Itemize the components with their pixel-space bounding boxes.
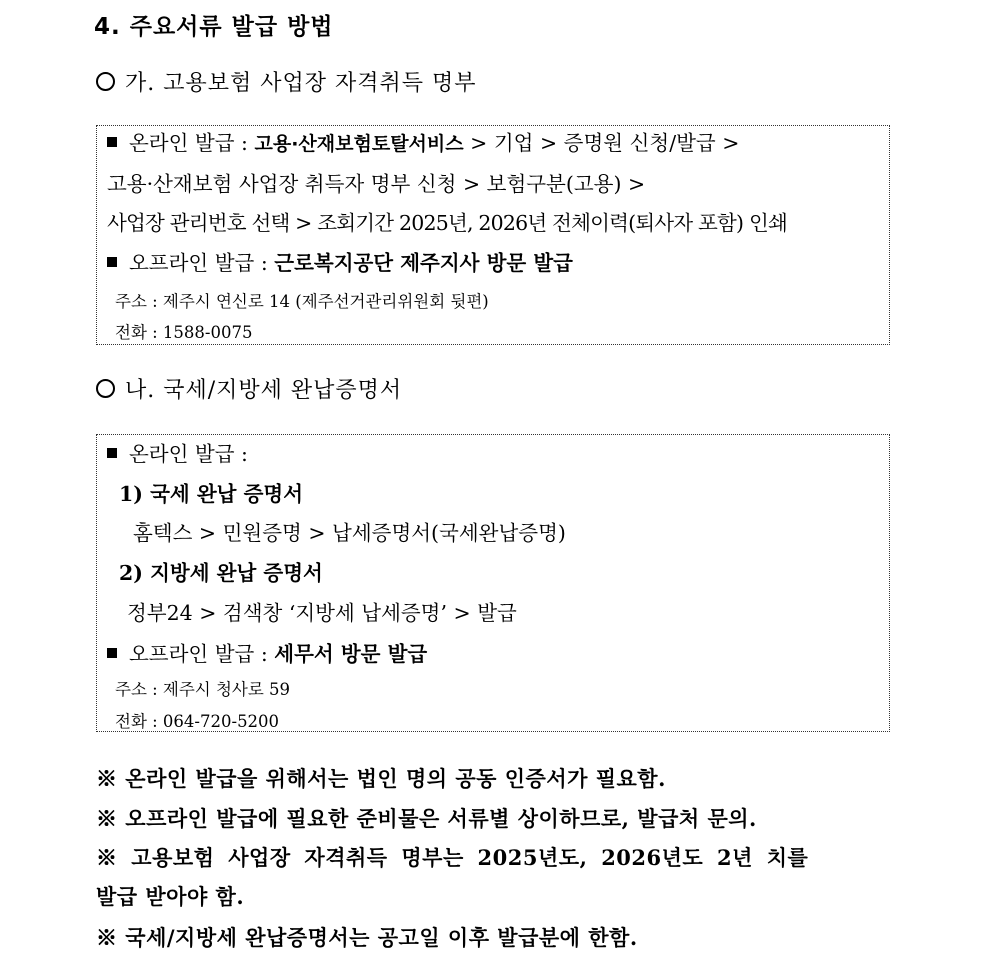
square-bullet-icon	[107, 257, 117, 267]
item1-path: 홈텍스 > 민원증명 > 납세증명서(국세완납증명)	[133, 521, 566, 545]
online-path-a-1: > 기업 > 증명원 신청/발급 >	[470, 131, 740, 155]
online-path-a-3: 사업장 관리번호 선택 > 조회기간 2025년, 2026년 전체이력(퇴사자 포함) 인쇄	[107, 211, 787, 235]
subsection-b-title	[96, 373, 402, 404]
phone-b: 전화 : 064-720-5200	[115, 712, 280, 731]
note-3: ※ 고용보험 사업장 자격취득 명부는 2025년도, 2026년도 2년 치를	[96, 845, 809, 870]
offline-line-a	[107, 246, 573, 276]
offline-place-a: 근로복지공단 제주지사 방문 발급	[274, 251, 573, 275]
note-3-continued: 발급 받아야 함.	[96, 884, 245, 909]
online-line-b	[107, 437, 248, 467]
item2-path: 정부24 > 검색창 ‘지방세 납세증명’ > 발급	[127, 601, 517, 625]
offline-label-a: 오프라인 발급 :	[129, 251, 268, 275]
note-2: ※ 오프라인 발급에 필요한 준비물은 서류별 상이하므로, 발급처 문의.	[96, 806, 757, 831]
item2-title: 2) 지방세 완납 증명서	[119, 561, 323, 585]
online-label-b: 온라인 발급 :	[129, 442, 248, 466]
phone-a: 전화 : 1588-0075	[115, 323, 253, 342]
note-4: ※ 국세/지방세 완납증명서는 공고일 이후 발급분에 한함.	[96, 925, 638, 950]
online-line-a	[107, 126, 739, 156]
online-path-a-2: 고용·산재보험 사업장 취득자 명부 신청 > 보험구분(고용) >	[107, 172, 646, 196]
item1-title: 1) 국세 완납 증명서	[119, 482, 303, 506]
section-a-box	[96, 125, 890, 345]
square-bullet-icon	[107, 448, 117, 458]
circle-bullet-icon	[96, 72, 115, 91]
circle-bullet-icon	[96, 379, 115, 398]
note-1: ※ 온라인 발급을 위해서는 법인 명의 공동 인증서가 필요함.	[96, 766, 666, 791]
subsection-a-title	[96, 66, 477, 97]
subsection-a-title-text: 가. 고용보험 사업장 자격취득 명부	[125, 71, 477, 96]
offline-line-b	[107, 637, 427, 667]
square-bullet-icon	[107, 648, 117, 658]
section-b-box	[96, 434, 890, 732]
address-b: 주소 : 제주시 청사로 59	[115, 680, 291, 699]
subsection-b-title-text: 나. 국세/지방세 완납증명서	[125, 378, 403, 403]
offline-place-b: 세무서 방문 발급	[274, 642, 428, 666]
section-heading: 4. 주요서류 발급 방법	[94, 14, 334, 40]
offline-label-b: 오프라인 발급 :	[129, 642, 268, 666]
online-service-name: 고용·산재보험토탈서비스	[254, 133, 464, 155]
square-bullet-icon	[107, 137, 117, 147]
address-a: 주소 : 제주시 연신로 14 (제주선거관리위원회 뒷편)	[115, 292, 489, 311]
online-label-a: 온라인 발급 :	[129, 131, 248, 155]
